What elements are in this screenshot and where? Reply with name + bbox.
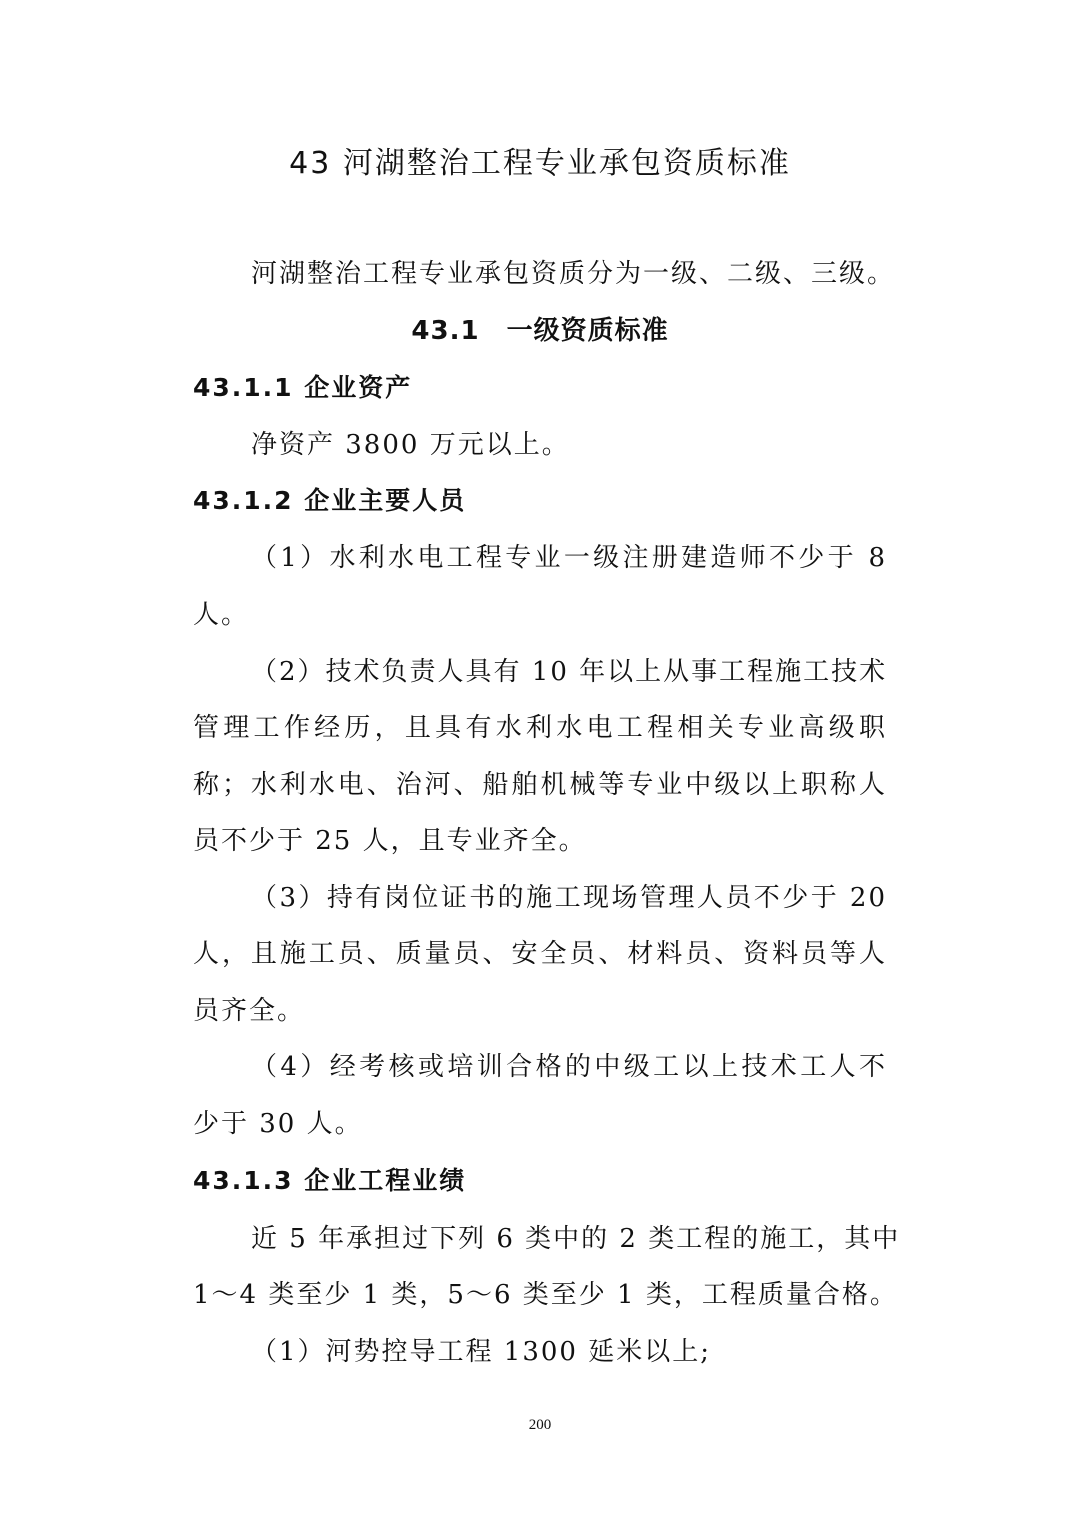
- section-heading: 43.1 一级资质标准: [411, 316, 669, 346]
- personnel-item-2-line-1: （2）技术负责人具有 10 年以上从事工程施工技术: [251, 657, 888, 687]
- personnel-item-2-line-2: 管理工作经历，且具有水利水电工程相关专业高级职: [193, 713, 887, 743]
- personnel-item-1-line-2: 人。: [193, 600, 250, 630]
- performance-intro-line-2: 1～4 类至少 1 类，5～6 类至少 1 类，工程质量合格。: [193, 1280, 898, 1310]
- personnel-item-4-line-2: 少于 30 人。: [193, 1109, 363, 1139]
- personnel-item-4-line-1: （4）经考核或培训合格的中级工以上技术工人不: [251, 1052, 887, 1082]
- performance-item-1: （1）河势控导工程 1300 延米以上;: [251, 1337, 711, 1367]
- clause-heading-performance: 43.1.3 企业工程业绩: [193, 1166, 467, 1195]
- page-number: 200: [528, 1417, 552, 1433]
- document-title: 43 河湖整治工程专业承包资质标准: [289, 146, 791, 181]
- clause-heading-assets: 43.1.1 企业资产: [193, 373, 413, 402]
- personnel-item-2-line-3: 称；水利水电、治河、船舶机械等专业中级以上职称人: [193, 770, 887, 800]
- personnel-item-2-line-4: 员不少于 25 人，且专业齐全。: [193, 826, 587, 856]
- personnel-item-3-line-2: 人，且施工员、质量员、安全员、材料员、资料员等人: [193, 939, 887, 969]
- personnel-item-1-line-1: （1）水利水电工程专业一级注册建造师不少于 8: [251, 543, 887, 573]
- intro-paragraph: 河湖整治工程专业承包资质分为一级、二级、三级。: [251, 259, 896, 289]
- personnel-item-3-line-1: （3）持有岗位证书的施工现场管理人员不少于 20: [251, 883, 887, 913]
- personnel-item-3-line-3: 员齐全。: [193, 996, 306, 1026]
- clause-heading-personnel: 43.1.2 企业主要人员: [193, 486, 467, 515]
- performance-intro-line-1: 近 5 年承担过下列 6 类中的 2 类工程的施工，其中: [251, 1224, 901, 1254]
- assets-text: 净资产 3800 万元以上。: [251, 430, 570, 460]
